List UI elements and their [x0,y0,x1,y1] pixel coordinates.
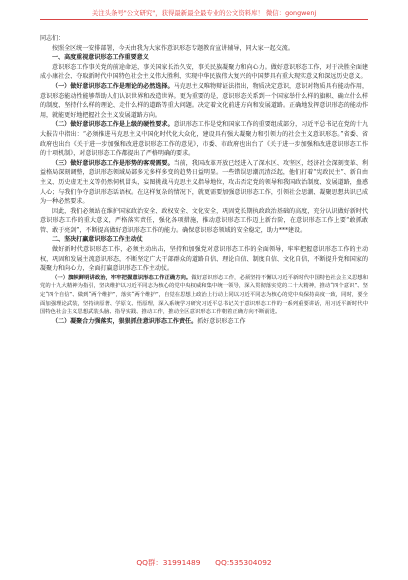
paragraph-1: 意识形态工作事关党的前途命运，事关国家长治久安，事关民族凝聚力和向心力。做好意识形态工作，对于决胜全面建成小康社会、夺取新时代中国特色社会主义伟大胜利、实现中华民族伟大复兴的中国梦具有重大现实意义和深远历史意义。 [40,63,368,81]
paragraph-2 [40,82,368,120]
footer-contacts: QQ群：31991489 QQ:535304092 [136,558,272,567]
paragraph-4 [40,159,368,207]
section-2-heading: 二、坚决打赢意识形态工作主动仗 [52,236,143,244]
paragraph-7 [40,274,368,317]
header-divider [40,19,368,20]
section-1-heading: 一、高度重视意识形态工作重要意义 [52,54,149,62]
intro-paragraph: 按照全区统一安排部署，今天由我为大家作意识形态专题教育宣讲辅导，同大家一起交流。 [52,44,294,52]
paragraph-3-text: 意识形态工作是党和国家工作的重要组成部分，习近平总书记在党的十九大报告中指出：“必须推进马克思主义中国化时代化大众化，建设具有强大凝聚力和引领力的社会主义意识形态。”省委、省政府也出台《关于进一步加强和改进意识形态工作的意见》，市委、市政府也出台了《关于进一步加强和改进意识形态工作的十项机制》，对意识形态工作都提出了严格明确的要求。 [40,121,369,158]
paragraph-6: 做好新时代意识形态工作，必须主动出击，坚持和加强党对意识形态工作的全面领导，牢牢把握意识形态工作的主动权，巩固和发展主流意识形态，不断坚定广大干部群众的道路自信、理论自信、制度自信、文化自信，不断提升党和国家的凝聚力和向心力，全面打赢意识形态工作主动仗。 [40,246,368,273]
paragraph-8-lead: （二）凝聚合力强落实，狠狠抓住意识形态工作责任。 [52,317,198,325]
salutation: 同志们： [40,35,65,42]
paragraph-2-text: 马克思主义唯物辩证法指出，物质决定意识，意识对物质具有能动作用，意识形态能动性能够帮助人们认识世界和改造世界。更为重要的是，意识形态关系到一个国家举什么样的旗帜、确立什么样的制度、坚持什么样的理论、走什么样的道路等重大问题。决定着文化前进方向和发展道路。正确地发挥意识形态的能动作用，就能更好地把握社会主义发展道路方向。 [40,82,369,119]
paragraph-2-lead: （一）做好意识形态工作是理论的必然选择。 [52,82,174,90]
document-body [40,34,368,326]
paragraph-8-text: 抓好意识形态工作 [197,317,246,325]
paragraph-4-lead: （三）做好意识形态工作是形势的客观需要。 [52,159,174,167]
paragraph-8 [40,317,368,327]
paragraph-5: 因此，我们必须站在维护国家政治安全、政权安全、文化安全，巩固党长期执政政治基础的高度，充分认识做好新时代意识形态工作的重大意义，严格落实责任，强化各项措施，推动意识形态工作迈上新台阶，在意识形态工作上要“敢抓敢管、敢于亮剑”，不断提高做好意识形态工作的能力。确保意识形态领域的安全稳定，助力***建设。 [40,207,368,234]
header-banner: 关注头条号"公文研究"，获得最新最全最专业的公文资料库！ 微信：gongwenj [91,9,317,17]
paragraph-3-lead: （二）做好意识形态工作是上级的硬性要求。 [52,121,174,129]
paragraph-4-text: 当前，我国改革开放已经进入了深水区、攻坚区，经济社会深刻变革、利益格局深刻调整，意识形态领域局部多元多样多变的趋势日益明显。一些错误思潮沉渣泛起，他们打着“宪政民主”、新自由主义、历史虚无主义等仍然伺机冒头，妄图挑战马克思主义指导地位，攻击否定党的领导和我国政治制度、发展道路，蛊惑人心；与我们争夺意识形态话语权。在这样复杂的情况下，就更需要加强意识形态工作，引领社会思潮、凝聚思想共识已成为一种必然要求。 [40,159,369,206]
paragraph-7-text: 做好意识形态工作，必须坚持不懈以习近平新时代中国特色社会主义思想和党的十九大精神为指引，坚决维护以习近平同志为核心的党中央权威和集中统一领导，深入贯彻落实党的二十大精神，推动“四个意识”、坚定“四个自信”、做到“两个维护”，落实“两个维护”，自觉在思想上政治上行动上同以习近平同志为核心的党中央保持高度一致，同时，要全面加强理论武装，坚持读原著、学原文、悟原理，深入系统学习研究习近平总书记关于意识形态工作的一系列重要讲话，用习近平新时代中国特色社会主义思想武装头脑、指导实践、推动工作，推动全区意识形态工作朝着正确方向不断前进。 [40,274,369,316]
paragraph-7-lead: （一）旗帜鲜明讲政治，牢牢把握意识形态工作正确方向。 [52,274,192,281]
paragraph-3 [40,120,368,158]
